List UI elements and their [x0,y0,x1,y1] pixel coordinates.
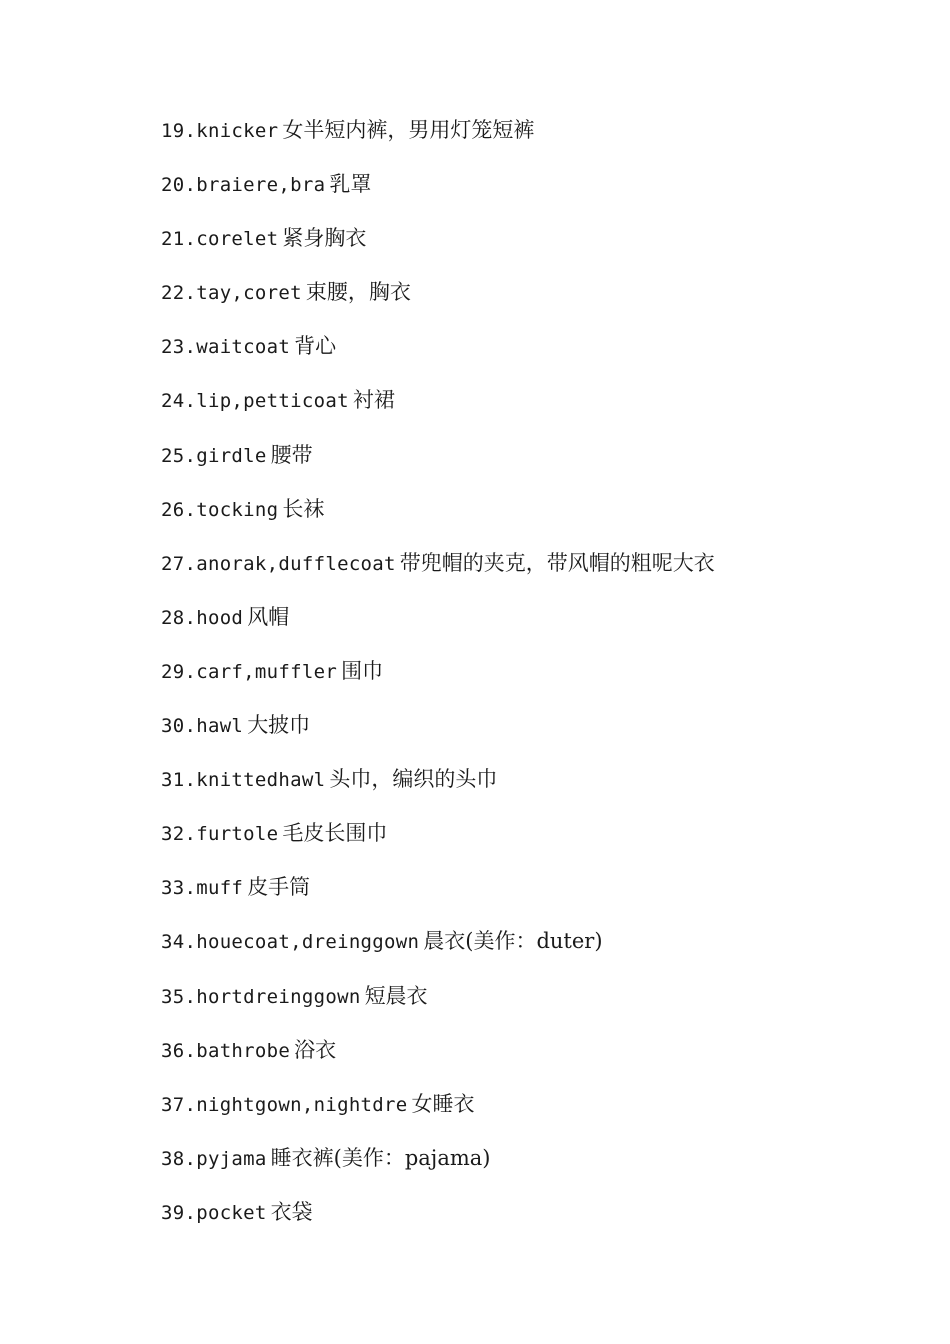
entry-term: 27.anorak,dufflecoat [161,552,396,575]
entry-term: 31.knittedhawl [161,769,326,792]
entry-gloss: 背心 [294,334,337,359]
entry-term: 19.knicker [161,120,279,142]
list-item [161,220,715,274]
list-item [161,1086,715,1140]
list-item [161,437,715,491]
list-item [161,978,715,1032]
entry-term: 32.furtole [161,823,279,846]
list-item [161,599,715,653]
entry-term: 30.hawl [161,715,244,738]
entry-gloss: 皮手筒 [247,875,311,900]
list-item [161,166,715,220]
list-item [161,815,715,869]
entry-gloss: 腰带 [270,442,313,467]
list-item [161,923,715,977]
vocabulary-list [161,112,715,1248]
entry-gloss: 衬裙 [352,388,395,413]
entry-term: 33.muff [161,877,244,900]
entry-term: 29.carf,muffler [161,660,338,683]
entry-gloss: 毛皮长围巾 [282,821,388,846]
list-item [161,545,715,599]
entry-gloss: 乳罩 [329,172,372,197]
entry-term: 25.girdle [161,444,267,467]
entry-gloss: 浴衣 [294,1037,337,1062]
entry-gloss: 衣袋 [270,1199,313,1224]
entry-term: 20.braiere,bra [161,174,326,197]
entry-gloss: 长袜 [282,496,325,521]
entry-term: 22.tay,coret [161,282,302,305]
entry-gloss: 女睡衣 [411,1091,475,1116]
entry-term: 38.pyjama [161,1147,267,1170]
entry-gloss: 紧身胸衣 [282,226,367,251]
entry-term: 34.houecoat,dreinggown [161,931,420,954]
entry-term: 35.hortdreinggown [161,985,361,1008]
list-item [161,761,715,815]
list-item [161,274,715,328]
list-item [161,707,715,761]
entry-term: 21.corelet [161,228,279,251]
list-item [161,491,715,545]
list-item [161,1194,715,1248]
entry-term: 24.lip,petticoat [161,390,349,413]
list-item [161,653,715,707]
list-item [161,869,715,923]
entry-gloss: 束腰，胸衣 [305,280,411,305]
entry-gloss: 带兜帽的夹克，带风帽的粗呢大衣 [399,550,715,575]
entry-gloss: 女半短内裤，男用灯笼短裤 [282,118,535,142]
entry-gloss: 晨衣(美作：duter) [423,929,603,954]
entry-gloss: 睡衣裤(美作：pajama) [270,1145,491,1170]
entry-gloss: 头巾，编织的头巾 [329,767,498,792]
entry-gloss: 短晨衣 [364,983,428,1008]
entry-term: 37.nightgown,nightdre [161,1093,408,1116]
entry-term: 28.hood [161,606,244,629]
entry-gloss: 围巾 [341,658,384,683]
entry-term: 23.waitcoat [161,336,291,359]
entry-term: 36.bathrobe [161,1039,291,1062]
list-item [161,328,715,382]
list-item [161,1032,715,1086]
entry-term: 26.tocking [161,498,279,521]
list-item [161,112,715,166]
entry-gloss: 大披巾 [247,713,311,738]
list-item [161,382,715,436]
list-item [161,1140,715,1194]
entry-gloss: 风帽 [247,604,290,629]
entry-term: 39.pocket [161,1201,267,1224]
